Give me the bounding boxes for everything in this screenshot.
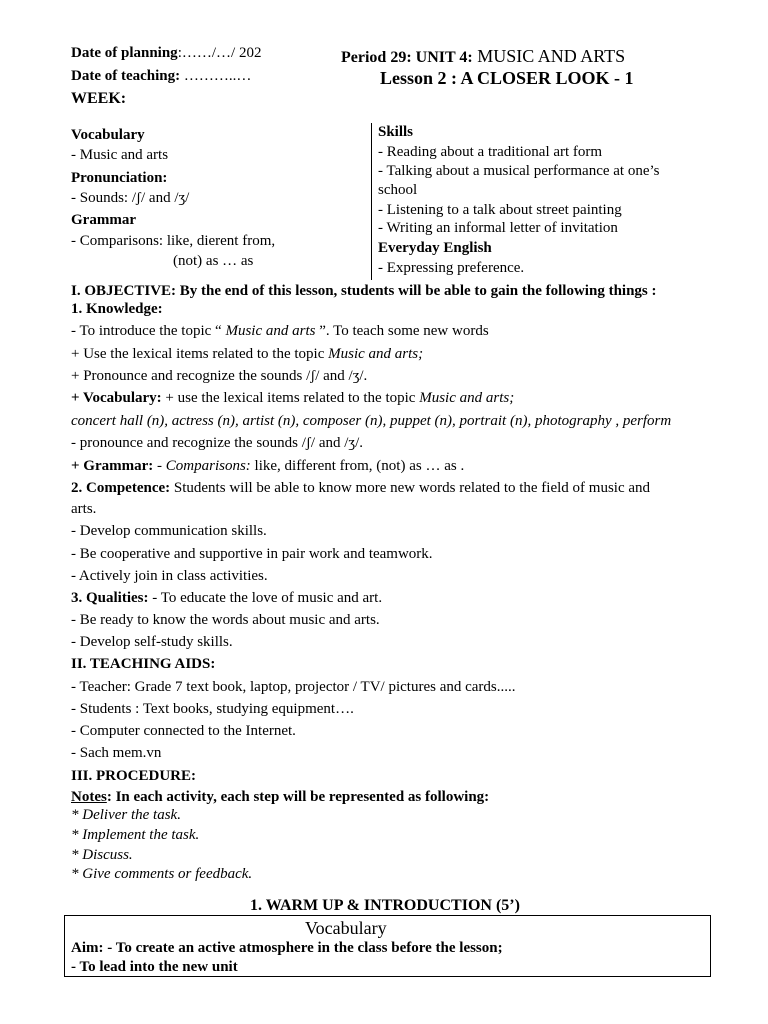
knowledge-line-1 — [71, 322, 489, 340]
knowledge-heading: 1. Knowledge: — [71, 301, 163, 317]
warmup-heading: 1. WARM UP & INTRODUCTION (5’) — [250, 897, 520, 914]
aim-line-2: - To lead into the new unit — [71, 959, 238, 975]
competence-text: Students will be able to know more new words related to the field of music and — [170, 480, 651, 496]
k2-pre: + Use the lexical items related to the topic — [71, 346, 329, 362]
grammar-heading: Grammar — [71, 212, 136, 228]
everyday-heading: Everyday English — [378, 240, 492, 256]
planning-value: :……/…/ 202 — [177, 45, 262, 61]
knowledge-line-2 — [71, 345, 423, 363]
aids-item-4: - Sach mem.vn — [71, 745, 162, 761]
grammar-rest: like, different from, (not) as … as . — [250, 458, 465, 474]
skills-heading: Skills — [378, 124, 414, 140]
skill-item-2a: - Talking about a musical performance at one’s — [378, 163, 660, 179]
notes-text: : In each activity, each step will be represented as following: — [106, 789, 490, 805]
k1-post: ”. To teach some new words — [315, 323, 489, 339]
everyday-item: - Expressing preference. — [378, 260, 525, 276]
pron-item: - Sounds: /ʃ/ and /ʒ/ — [71, 190, 190, 206]
aids-heading: II. TEACHING AIDS: — [71, 656, 216, 672]
skill-item-2b: school — [378, 182, 418, 198]
step-2: * Implement the task. — [71, 827, 200, 843]
aids-item-3: - Computer connected to the Internet. — [71, 723, 296, 739]
skill-item-1: - Reading about a traditional art form — [378, 144, 603, 160]
knowledge-line-3: + Pronounce and recognize the sounds /ʃ/ and /ʒ/. — [71, 368, 368, 384]
competence-item-2: - Be cooperative and supportive in pair work and teamwork. — [71, 546, 433, 562]
vocab-topic: Music and arts; — [419, 390, 515, 406]
notes-label: Notes — [71, 789, 107, 805]
vocab-label: + Vocabulary: — [71, 390, 162, 406]
step-3: * Discuss. — [71, 847, 133, 863]
aids-item-2: - Students : Text books, studying equipment…. — [71, 701, 354, 717]
pron-heading: Pronunciation: — [71, 170, 168, 186]
aids-item-1: - Teacher: Grade 7 text book, laptop, projector / TV/ pictures and cards..... — [71, 679, 516, 695]
k1-topic: Music and arts — [225, 323, 316, 339]
vocabulary-line — [71, 389, 514, 407]
notes-line — [71, 788, 489, 806]
step-1: * Deliver the task. — [71, 807, 181, 823]
grammar-item-2: (not) as … as — [173, 253, 254, 269]
competence-label: 2. Competence: — [71, 480, 171, 496]
period-label: Period 29: UNIT 4: — [341, 49, 473, 66]
qualities-text: - To educate the love of music and art. — [148, 590, 383, 606]
vocab-item: - Music and arts — [71, 147, 169, 163]
qualities-item-2: - Develop self-study skills. — [71, 634, 233, 650]
k2-topic: Music and arts; — [328, 346, 424, 362]
planning-label: Date of planning — [71, 45, 178, 61]
date-of-planning — [71, 45, 261, 62]
competence-line — [71, 479, 650, 497]
competence-item-1: - Develop communication skills. — [71, 523, 267, 539]
k1-pre: - To introduce the topic “ — [71, 323, 226, 339]
date-of-teaching — [71, 68, 251, 85]
aim-line-1: Aim: - To create an active atmosphere in the class before the lesson; — [71, 940, 503, 956]
grammar-dash: - — [153, 458, 166, 474]
aim-box — [64, 915, 711, 977]
grammar-item-1: - Comparisons: like, dierent from, — [71, 233, 276, 249]
grammar-label: + Grammar: — [71, 458, 154, 474]
period-title — [341, 46, 625, 67]
aim-box-title: Vocabulary — [305, 918, 387, 938]
teaching-value: ………..… — [180, 68, 252, 84]
qualities-line — [71, 589, 382, 607]
teaching-label: Date of teaching: — [71, 68, 181, 84]
competence-item-3: - Actively join in class activities. — [71, 568, 268, 584]
procedure-heading: III. PROCEDURE: — [71, 768, 197, 784]
grammar-comp: Comparisons: — [165, 458, 251, 474]
word-list: concert hall (n), actress (n), artist (n), composer (n), puppet (n), portrait (n), photography , perform — [71, 413, 672, 429]
lesson-title: Lesson 2 : A CLOSER LOOK - 1 — [380, 68, 634, 88]
qualities-label: 3. Qualities: — [71, 590, 149, 606]
skill-item-3: - Listening to a talk about street painting — [378, 202, 622, 218]
step-4: * Give comments or feedback. — [71, 866, 253, 882]
skill-item-4: - Writing an informal letter of invitation — [378, 220, 618, 236]
week-label: WEEK: — [71, 90, 127, 107]
qualities-item-1: - Be ready to know the words about music and arts. — [71, 612, 380, 628]
vocab-heading: Vocabulary — [71, 127, 145, 143]
vocab-pre: + use the lexical items related to the topic — [161, 390, 420, 406]
objective-heading: I. OBJECTIVE: By the end of this lesson, students will be able to gain the following things : — [71, 283, 657, 299]
pronounce-line: - pronounce and recognize the sounds /ʃ/ and /ʒ/. — [71, 435, 363, 451]
column-divider — [371, 123, 372, 280]
grammar-line — [71, 457, 464, 475]
unit-title: MUSIC AND ARTS — [472, 46, 626, 66]
competence-cont: arts. — [71, 501, 97, 517]
